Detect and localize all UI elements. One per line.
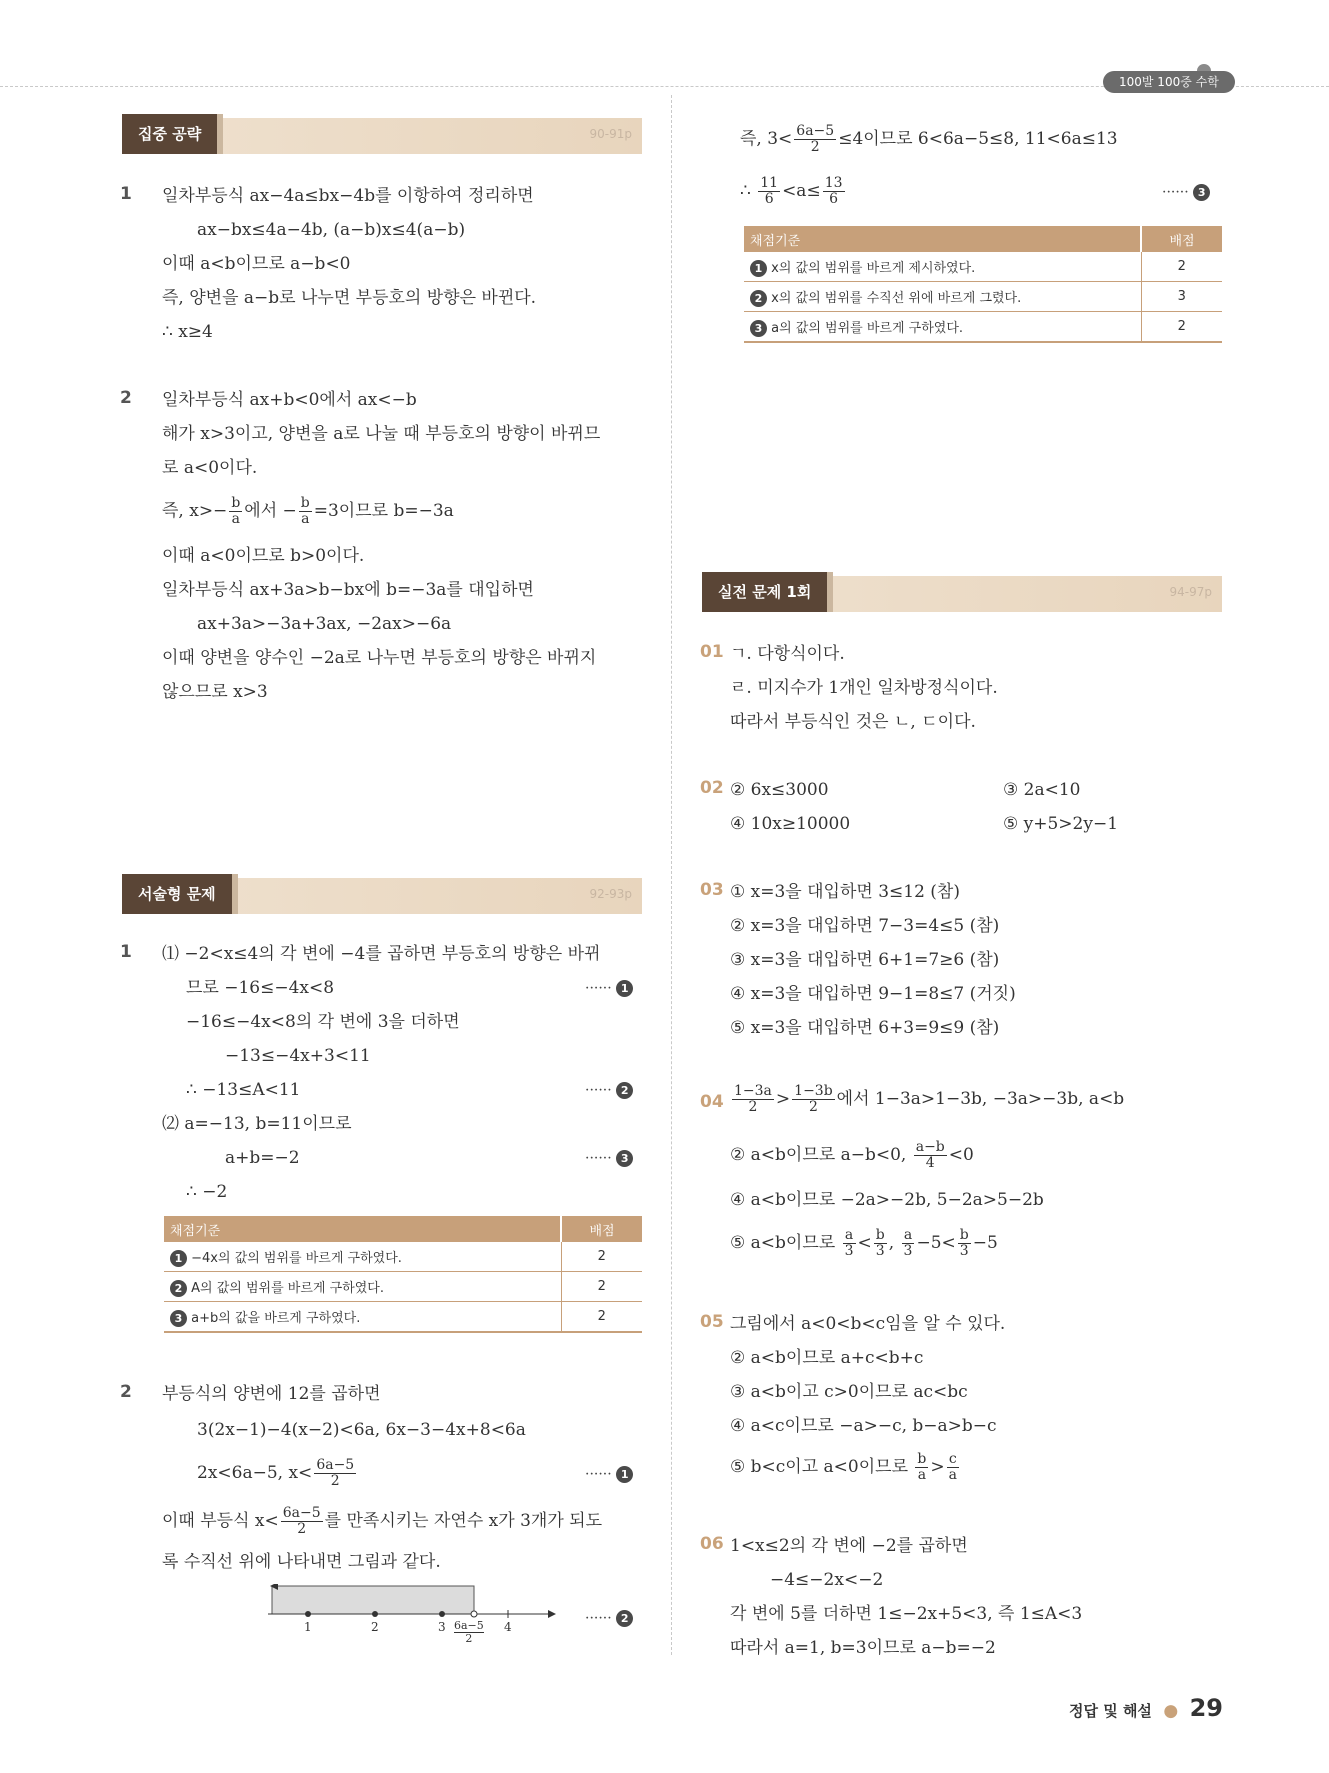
text-line: ∴ x≥4	[162, 322, 213, 342]
question-number: 06	[700, 1534, 724, 1554]
dots: ······	[585, 980, 612, 997]
denominator: a	[301, 511, 310, 527]
step-2-badge: 2	[616, 1610, 633, 1627]
text: =3이므로 b=−3a	[313, 501, 454, 521]
criteria-cell	[164, 1242, 561, 1272]
step-marker	[585, 1150, 633, 1167]
text-line: 일차부등식 ax+b<0에서 ax<−b	[162, 390, 417, 410]
fraction-line	[730, 1084, 1124, 1115]
text: <	[857, 1233, 872, 1253]
page-footer	[1069, 1694, 1223, 1722]
shaded-region	[272, 1586, 474, 1614]
numerator: 11	[760, 175, 779, 191]
denominator: 3	[875, 1243, 885, 1259]
fraction	[958, 1228, 971, 1259]
numerator: b	[300, 495, 310, 511]
text-line: ∴ −13≤A<11	[186, 1080, 301, 1100]
numerator: 1−3b	[794, 1083, 833, 1099]
criteria-text: a+b의 값을 바르게 구하였다.	[191, 1310, 361, 1326]
text: −5<	[916, 1233, 956, 1253]
criteria-text: a의 값의 범위를 바르게 구하였다.	[771, 320, 964, 336]
table-row	[744, 312, 1222, 343]
dots: ······	[585, 1150, 612, 1167]
text-line: 이때 a<b이므로 a−b<0	[162, 254, 351, 274]
criteria-cell	[744, 252, 1141, 282]
table-row	[164, 1302, 642, 1333]
text: >	[930, 1457, 945, 1477]
fraction	[732, 1084, 774, 1115]
denominator: 4	[925, 1155, 935, 1171]
criteria-cell	[744, 312, 1141, 343]
score-cell: 2	[561, 1302, 642, 1333]
text-line: ax+3a>−3a+3ax, −2ax>−6a	[197, 614, 452, 634]
text: ,	[888, 1233, 895, 1253]
text-line: −16≤−4x<8의 각 변에 3을 더하면	[186, 1012, 460, 1032]
text: >	[775, 1089, 791, 1109]
numerator: 13	[824, 175, 843, 191]
score-cell: 3	[1141, 282, 1222, 312]
text-line: ax−bx≤4a−4b, (a−b)x≤4(a−b)	[197, 220, 466, 240]
question-number: 04	[700, 1092, 724, 1112]
step-3-badge: 3	[616, 1150, 633, 1167]
text-line: 3(2x−1)−4(x−2)<6a, 6x−3−4x+8<6a	[197, 1420, 526, 1440]
fraction	[794, 124, 836, 155]
dots: ······	[585, 1082, 612, 1099]
fraction	[914, 1140, 947, 1171]
point-2	[372, 1611, 378, 1617]
numerator: 6a−5	[316, 1457, 355, 1473]
text-line: 이때 a<0이므로 b>0이다.	[162, 546, 365, 566]
footer-bullet-icon: ●	[1163, 1701, 1179, 1721]
text-line: 그림에서 a<0<b<c임을 알 수 있다.	[730, 1314, 1006, 1334]
numerator: a	[902, 1228, 915, 1244]
denominator: 6	[764, 191, 774, 207]
table-row	[744, 282, 1222, 312]
text-line: ② x=3을 대입하면 7−3=4≤5 (참)	[730, 916, 1000, 936]
fraction-line	[730, 1452, 961, 1483]
fraction-line	[730, 1140, 974, 1171]
fraction	[823, 176, 845, 207]
score-cell: 2	[1141, 312, 1222, 343]
open-endpoint	[471, 1611, 477, 1617]
text: ≤4이므로 6<6a−5≤8, 11<6a≤13	[838, 129, 1118, 149]
criteria-text: x의 값의 범위를 수직선 위에 바르게 그렸다.	[771, 290, 1022, 306]
text: −5	[972, 1233, 998, 1253]
score-cell: 2	[561, 1242, 642, 1272]
text-line: 므로 −16≤−4x<8	[186, 978, 335, 998]
denominator: 2	[330, 1473, 340, 1489]
fraction-line	[730, 1228, 998, 1259]
text-line: 이때 양변을 양수인 −2a로 나누면 부등호의 방향은 바뀌지	[162, 648, 597, 668]
numerator: c	[947, 1452, 959, 1468]
section-tag: 서술형 문제	[122, 874, 232, 914]
text: 에서 −	[244, 501, 297, 521]
text-line: ⑤ y+5>2y−1	[1003, 814, 1119, 834]
section-tag: 실전 문제 1회	[702, 572, 827, 612]
fraction	[281, 1506, 323, 1537]
header-criteria: 채점기준	[744, 226, 1141, 252]
text-line: ⑤ x=3을 대입하면 6+3=9≤9 (참)	[730, 1018, 1000, 1038]
text-line: 일차부등식 ax+3a>b−bx에 b=−3a를 대입하면	[162, 580, 534, 600]
numerator: 1−3a	[734, 1083, 772, 1099]
fraction	[758, 176, 780, 207]
text: ∴	[740, 181, 751, 201]
step-marker	[585, 1082, 633, 1099]
text-line: ④ 10x≥10000	[730, 814, 851, 834]
table-row	[164, 1242, 642, 1272]
section-pages: 94-97p	[1169, 585, 1212, 599]
text-line: ③ x=3을 대입하면 6+1=7≥6 (참)	[730, 950, 1000, 970]
brand-tab: 100발 100중 수학	[1103, 71, 1235, 93]
numerator: 6a−5	[282, 1505, 321, 1521]
text: <0	[948, 1145, 974, 1165]
question-number: 05	[700, 1312, 724, 1332]
criteria-text: −4x의 값의 범위를 바르게 구하였다.	[191, 1250, 402, 1266]
question-number: 03	[700, 880, 724, 900]
scoring-table	[744, 226, 1222, 343]
criteria-badge: 3	[750, 320, 767, 337]
text-line: 일차부등식 ax−4a≤bx−4b를 이항하여 정리하면	[162, 186, 534, 206]
tick-fraction	[454, 1620, 484, 1645]
section-header-focus	[122, 118, 642, 154]
criteria-cell	[744, 282, 1141, 312]
fraction	[229, 496, 242, 527]
question-number: 2	[120, 1382, 132, 1402]
section-header-essay	[122, 878, 642, 914]
table-header	[744, 226, 1222, 252]
tick-label: 4	[504, 1620, 512, 1634]
text-line: ⑴ −2<x≤4의 각 변에 −4를 곱하면 부등호의 방향은 바뀌	[162, 944, 601, 964]
denominator: 2	[810, 139, 820, 155]
point-3	[439, 1611, 445, 1617]
text-line: ∴ −2	[186, 1182, 228, 1202]
page-number: 29	[1189, 1694, 1223, 1722]
text-line: ㄹ. 미지수가 1개인 일차방정식이다.	[730, 678, 998, 698]
text-line: 해가 x>3이고, 양변을 a로 나눌 때 부등호의 방향이 바뀌므	[162, 424, 601, 444]
criteria-cell	[164, 1272, 561, 1302]
step-marker	[585, 1610, 633, 1627]
score-cell: 2	[1141, 252, 1222, 282]
step-1-badge: 1	[616, 980, 633, 997]
criteria-text: A의 값의 범위를 바르게 구하였다.	[191, 1280, 384, 1296]
column-divider	[671, 95, 672, 1655]
section-pages: 92-93p	[589, 887, 632, 901]
numerator: 6a−5	[454, 1619, 484, 1632]
text: ⑤ b<c이고 a<0이므로	[730, 1457, 909, 1477]
text-line: ④ a<b이므로 −2a>−2b, 5−2a>5−2b	[730, 1190, 1044, 1210]
table-header	[164, 1216, 642, 1242]
question-number: 1	[120, 184, 132, 204]
question-number: 2	[120, 388, 132, 408]
fraction	[915, 1452, 928, 1483]
table-row	[164, 1272, 642, 1302]
scoring-table	[164, 1216, 642, 1333]
numerator: a	[843, 1228, 856, 1244]
numerator: b	[875, 1227, 885, 1243]
fraction	[947, 1452, 959, 1483]
criteria-badge: 3	[170, 1310, 187, 1327]
criteria-badge: 1	[170, 1250, 187, 1267]
denominator: 3	[959, 1243, 969, 1259]
numerator: 6a−5	[796, 123, 835, 139]
tick-label: 2	[371, 1620, 379, 1634]
step-3-badge: 3	[1193, 184, 1210, 201]
text-line: 않으므로 x>3	[162, 682, 268, 702]
text-line: 1<x≤2의 각 변에 −2를 곱하면	[730, 1536, 968, 1556]
text-line: ㄱ. 다항식이다.	[730, 644, 845, 664]
denominator: a	[948, 1467, 957, 1483]
dots: ······	[585, 1466, 612, 1483]
text-line: 따라서 a=1, b=3이므로 a−b=−2	[730, 1638, 996, 1658]
criteria-badge: 2	[750, 290, 767, 307]
text-line: 록 수직선 위에 나타내면 그림과 같다.	[162, 1552, 441, 1572]
fraction	[792, 1084, 835, 1115]
fraction-line	[740, 124, 1118, 155]
text: 를 만족시키는 자연수 x가 3개가 되도	[324, 1511, 602, 1531]
header-criteria: 채점기준	[164, 1216, 561, 1242]
number-line	[268, 1584, 558, 1644]
denominator: 6	[829, 191, 839, 207]
text-line: ④ x=3을 대입하면 9−1=8≤7 (거짓)	[730, 984, 1016, 1004]
fraction-line	[197, 1458, 358, 1489]
footer-label: 정답 및 해설	[1069, 1702, 1152, 1720]
step-marker	[585, 980, 633, 997]
section-header-practice	[702, 576, 1222, 612]
dots: ······	[585, 1610, 612, 1627]
text-line: ② 6x≤3000	[730, 780, 829, 800]
text-line: −4≤−2x<−2	[770, 1570, 884, 1590]
denominator: a	[917, 1467, 927, 1483]
denominator: 2	[808, 1099, 818, 1115]
step-marker	[585, 1466, 633, 1483]
question-number: 1	[120, 942, 132, 962]
text-line: 부등식의 양변에 12를 곱하면	[162, 1384, 381, 1404]
text: ② a<b이므로 a−b<0,	[730, 1145, 907, 1165]
text: 즉, x>−	[162, 501, 228, 521]
text: <a≤	[782, 181, 821, 201]
denominator: 2	[465, 1632, 473, 1645]
dots: ······	[1162, 184, 1189, 201]
step-2-badge: 2	[616, 1082, 633, 1099]
text-line: 즉, 양변을 a−b로 나누면 부등호의 방향은 바뀐다.	[162, 288, 537, 308]
tick-label: 1	[304, 1620, 312, 1634]
text-line: −13≤−4x+3<11	[225, 1046, 371, 1066]
section-tag: 집중 공략	[122, 114, 217, 154]
table-row	[744, 252, 1222, 282]
text: 이때 부등식 x<	[162, 1511, 279, 1531]
fraction	[874, 1228, 887, 1259]
criteria-cell	[164, 1302, 561, 1333]
text-line: 로 a<0이다.	[162, 458, 258, 478]
section-pages: 90-91p	[589, 127, 632, 141]
criteria-badge: 2	[170, 1280, 187, 1297]
text-line: 따라서 부등식인 것은 ㄴ, ㄷ이다.	[730, 712, 976, 732]
step-marker	[1162, 184, 1210, 201]
header-score: 배점	[561, 1216, 642, 1242]
fraction	[299, 496, 312, 527]
text-line: ② a<b이므로 a+c<b+c	[730, 1348, 924, 1368]
text: 2x<6a−5, x<	[197, 1463, 313, 1483]
text-line: a+b=−2	[225, 1148, 300, 1168]
denominator: 3	[844, 1243, 854, 1259]
fraction	[314, 1458, 356, 1489]
denominator: 2	[748, 1099, 758, 1115]
numerator: b	[231, 495, 241, 511]
fraction-line	[740, 176, 847, 207]
question-number: 02	[700, 778, 724, 798]
text-line: ⑵ a=−13, b=11이므로	[162, 1114, 352, 1134]
score-cell: 2	[561, 1272, 642, 1302]
number-line-svg	[268, 1584, 558, 1644]
text-line: ① x=3을 대입하면 3≤12 (참)	[730, 882, 960, 902]
text-line: ③ a<b이고 c>0이므로 ac<bc	[730, 1382, 968, 1402]
fraction-line	[162, 1506, 602, 1537]
numerator: a−b	[915, 1139, 945, 1155]
step-1-badge: 1	[616, 1466, 633, 1483]
numerator: b	[959, 1227, 969, 1243]
fraction-line	[162, 496, 454, 527]
denominator: 3	[903, 1243, 913, 1259]
point-1	[305, 1611, 311, 1617]
text-line: ④ a<c이므로 −a>−c, b−a>b−c	[730, 1416, 997, 1436]
header-score: 배점	[1141, 226, 1222, 252]
text-line: ③ 2a<10	[1003, 780, 1081, 800]
fraction	[902, 1228, 915, 1259]
axis-arrow	[548, 1610, 556, 1618]
criteria-badge: 1	[750, 260, 767, 277]
criteria-text: x의 값의 범위를 바르게 제시하였다.	[771, 260, 976, 276]
tick-label: 3	[438, 1620, 446, 1634]
text: 에서 1−3a>1−3b, −3a>−3b, a<b	[836, 1089, 1125, 1109]
question-number: 01	[700, 642, 724, 662]
fraction	[843, 1228, 856, 1259]
denominator: 2	[297, 1521, 307, 1537]
text: 즉, 3<	[740, 129, 793, 149]
numerator: b	[917, 1451, 927, 1467]
text: ⑤ a<b이므로	[730, 1233, 836, 1253]
denominator: a	[231, 511, 240, 527]
text-line: 각 변에 5를 더하면 1≤−2x+5<3, 즉 1≤A<3	[730, 1604, 1083, 1624]
